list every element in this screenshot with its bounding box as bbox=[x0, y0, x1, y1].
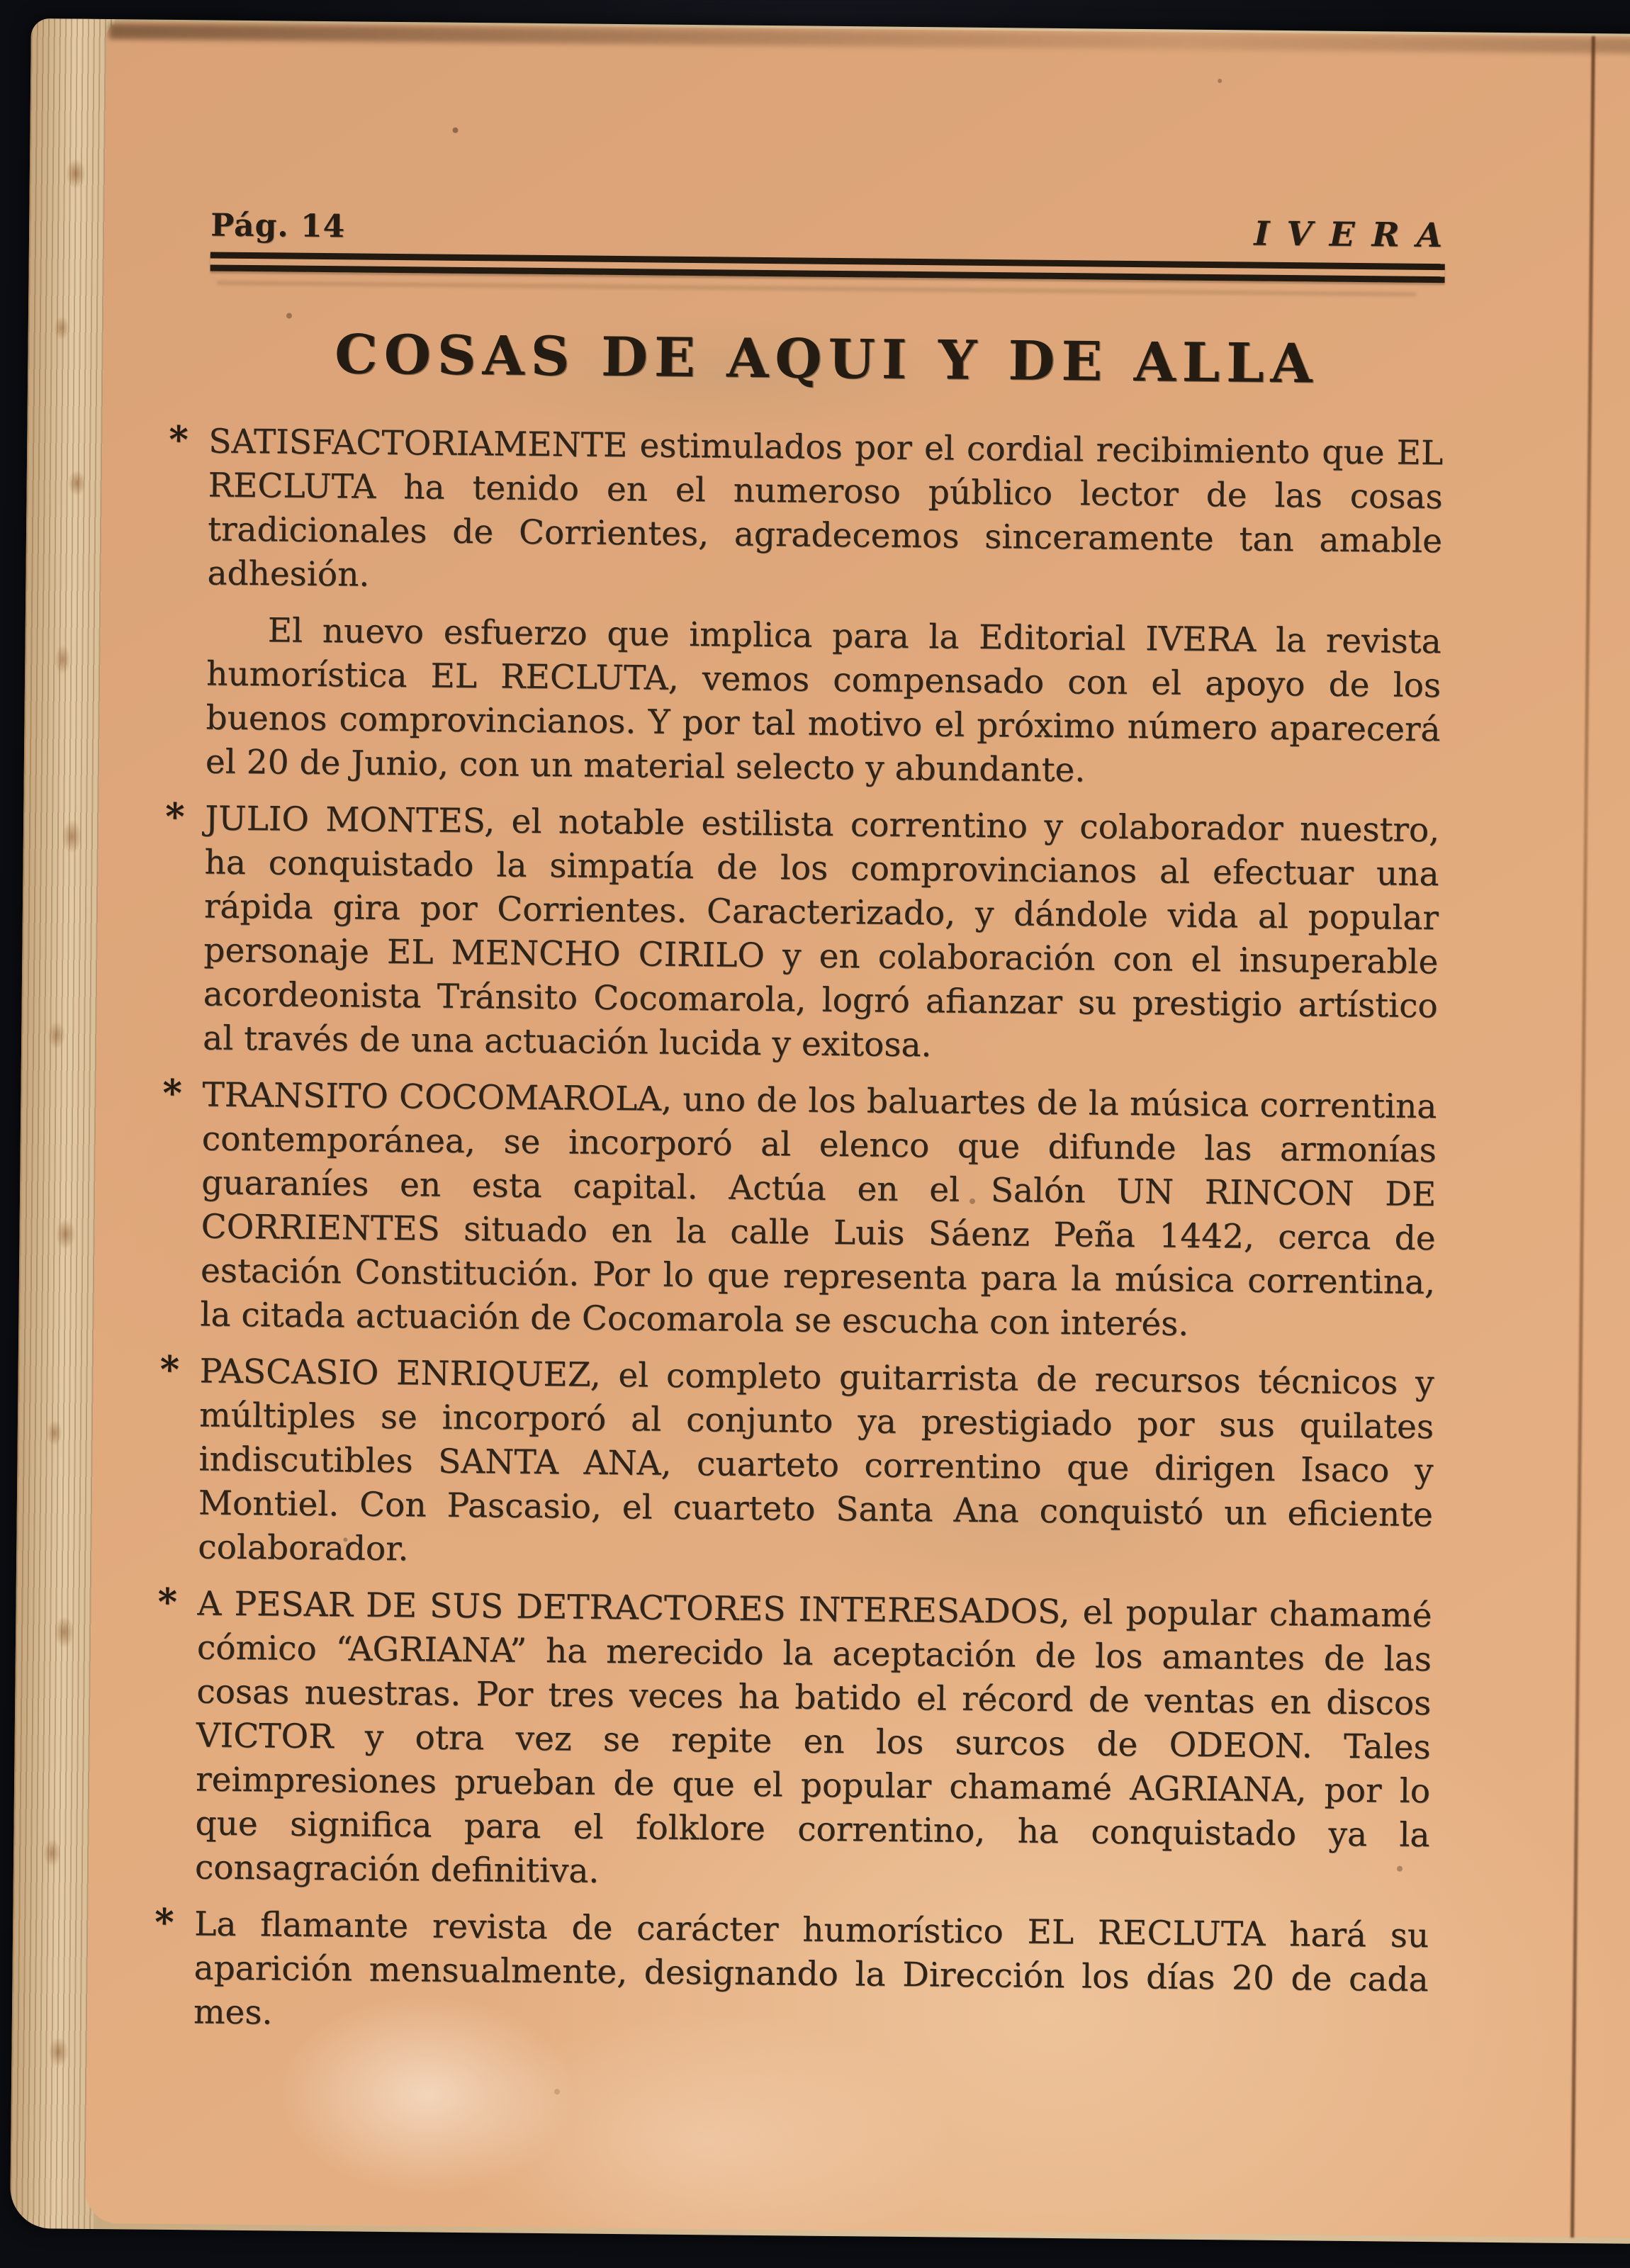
item-text: JULIO MONTES, el notable estilista correntino y colaborador nuestro, ha conquistado la simpatía de los comprovincianos al efectuar una rápida gira por Corrientes. Caracterizado, y dándole vida al popular personaje EL MENCHO CIRILO y en colaboración con el insuperable acordeonista Tránsito Cocomarola, logró afianzar su prestigio artístico al través de una actuación lucida y exitosa. bbox=[202, 799, 1440, 1065]
news-items-list bbox=[154, 417, 1444, 2046]
news-item bbox=[159, 1347, 1434, 1581]
news-item bbox=[157, 1580, 1432, 1902]
printed-content bbox=[154, 23, 1460, 2059]
magazine-name-label: IVERA bbox=[1254, 214, 1460, 256]
item-asterisk-marker: * bbox=[162, 1071, 182, 1116]
page-header bbox=[210, 204, 1460, 256]
header-rule-ghost bbox=[217, 281, 1416, 296]
news-item bbox=[169, 417, 1444, 607]
news-item bbox=[164, 795, 1440, 1072]
item-asterisk-marker: * bbox=[164, 795, 185, 839]
news-item bbox=[162, 1071, 1437, 1349]
paper-sheet bbox=[85, 22, 1630, 2238]
item-text: SATISFACTORIAMENTE estimulados por el cordial recibimiento que EL RECLUTA ha tenido en el numeroso público lector de las cosas tradicionales de Corrientes, agradecemos sinceramente tan amable adhesión. bbox=[207, 422, 1444, 595]
item-asterisk-marker: * bbox=[159, 1347, 180, 1392]
news-item bbox=[154, 1900, 1429, 2046]
article-title: COSAS DE AQUI Y DE ALLA bbox=[334, 322, 1320, 395]
item-text: A PESAR DE SUS DETRACTORES INTERESADOS, el popular chamamé cómico “AGRIANA” ha merecido la aceptación de los amantes de las cosas nuestras. Por tres veces ha batido el récord de ventas en discos VICTOR y otra vez se repite en los surcos de ODEON. Tales reimpresiones prueban de que el popular chamamé AGRIANA, por lo que significa para el folklore correntino, ha conquistado ya la consagración definitiva. bbox=[194, 1584, 1432, 1891]
book-page bbox=[10, 18, 1630, 2244]
item-text: TRANSITO COCOMAROLA, uno de los baluartes de la música correntina contemporánea, se incorporó al elenco que difunde las armonías guaraníes en esta capital. Actúa en el Salón UN RINCON DE CORRIENTES situado en la calle Luis Sáenz Peña 1442, cerca de estación Constitución. Por lo que representa para la música correntina, la citada actuación de Cocomarola se escucha con interés. bbox=[200, 1075, 1437, 1344]
paper-crease-line bbox=[1570, 36, 1595, 2238]
news-item-continuation bbox=[206, 608, 1441, 796]
item-asterisk-marker: * bbox=[157, 1580, 178, 1624]
header-double-rule bbox=[210, 252, 1445, 283]
paper-specks bbox=[106, 22, 109, 25]
item-text: La flamante revista de carácter humorístico EL RECLUTA hará su aparición mensualmente, designando la Dirección los días 20 de cada mes. bbox=[193, 1904, 1429, 2033]
item-asterisk-marker: * bbox=[154, 1900, 174, 1945]
page-number-label: Pág. 14 bbox=[210, 207, 346, 245]
item-asterisk-marker: * bbox=[169, 417, 189, 462]
item-text: PASCASIO ENRIQUEZ, el completo guitarrista de recursos técnicos y múltiples se incorporó al conjunto ya prestigiado por sus quilates indiscutibles SANTA ANA, cuarteto correntino que dirigen Isaco y Montiel. Con Pascasio, el cuarteto Santa Ana conquistó un eficiente colaborador. bbox=[198, 1352, 1434, 1569]
item-text: El nuevo esfuerzo que implica para la Editorial IVERA la revista humorística EL RECLUTA, vemos compensado con el apoyo de los buenos comprovincianos. Y por tal motivo el próximo número aparecerá el 20 de Junio, con un material selecto y abundante. bbox=[205, 611, 1441, 790]
